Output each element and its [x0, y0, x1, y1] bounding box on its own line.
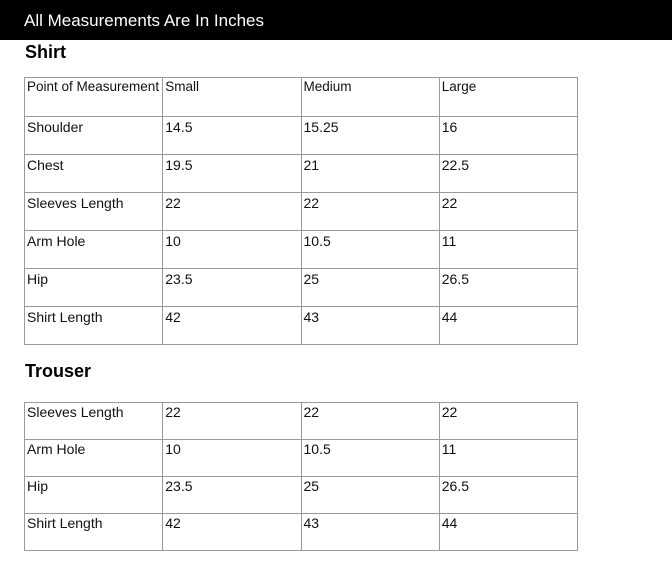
shirt-cell: 11 — [439, 231, 577, 269]
trouser-row-label: Arm Hole — [25, 440, 163, 477]
trouser-row-label: Shirt Length — [25, 514, 163, 551]
trouser-cell: 22 — [301, 403, 439, 440]
trouser-cell: 10.5 — [301, 440, 439, 477]
trouser-cell: 44 — [439, 514, 577, 551]
shirt-row-label: Shirt Length — [25, 307, 163, 345]
trouser-row — [25, 440, 578, 477]
trouser-row — [25, 403, 578, 440]
trouser-cell: 42 — [163, 514, 301, 551]
shirt-cell: 22.5 — [439, 155, 577, 193]
shirt-cell: 23.5 — [163, 269, 301, 307]
shirt-row — [25, 193, 578, 231]
shirt-cell: 22 — [163, 193, 301, 231]
shirt-cell: 22 — [439, 193, 577, 231]
shirt-cell: 22 — [301, 193, 439, 231]
trouser-row — [25, 514, 578, 551]
trouser-cell: 10 — [163, 440, 301, 477]
shirt-row-label: Shoulder — [25, 117, 163, 155]
shirt-row-label: Hip — [25, 269, 163, 307]
trouser-row-label: Hip — [25, 477, 163, 514]
trouser-row-label: Sleeves Length — [25, 403, 163, 440]
column-header: Large — [439, 78, 577, 117]
column-header: Point of Measurement — [25, 78, 163, 117]
shirt-row — [25, 231, 578, 269]
trouser-size-table — [24, 402, 578, 551]
trouser-section-title: Trouser — [25, 361, 92, 381]
shirt-cell: 16 — [439, 117, 577, 155]
shirt-row-label: Chest — [25, 155, 163, 193]
shirt-cell: 14.5 — [163, 117, 301, 155]
shirt-row-label: Sleeves Length — [25, 193, 163, 231]
trouser-cell: 22 — [439, 403, 577, 440]
trouser-cell: 25 — [301, 477, 439, 514]
trouser-cell: 22 — [163, 403, 301, 440]
trouser-cell: 23.5 — [163, 477, 301, 514]
shirt-row — [25, 117, 578, 155]
shirt-cell: 21 — [301, 155, 439, 193]
trouser-cell: 26.5 — [439, 477, 577, 514]
shirt-cell: 44 — [439, 307, 577, 345]
shirt-row — [25, 269, 578, 307]
column-header: Medium — [301, 78, 439, 117]
shirt-row — [25, 155, 578, 193]
shirt-cell: 10.5 — [301, 231, 439, 269]
measurement-banner — [0, 0, 672, 40]
table-header-row — [25, 78, 578, 117]
shirt-cell: 19.5 — [163, 155, 301, 193]
shirt-section-title: Shirt — [25, 42, 67, 62]
trouser-row — [25, 477, 578, 514]
shirt-cell: 25 — [301, 269, 439, 307]
shirt-cell: 26.5 — [439, 269, 577, 307]
trouser-cell: 43 — [301, 514, 439, 551]
shirt-size-table — [24, 77, 578, 345]
shirt-row-label: Arm Hole — [25, 231, 163, 269]
shirt-cell: 15.25 — [301, 117, 439, 155]
column-header: Small — [163, 78, 301, 117]
shirt-cell: 42 — [163, 307, 301, 345]
trouser-cell: 11 — [439, 440, 577, 477]
banner-text: All Measurements Are In Inches — [24, 11, 265, 30]
shirt-cell: 10 — [163, 231, 301, 269]
shirt-cell: 43 — [301, 307, 439, 345]
shirt-row — [25, 307, 578, 345]
